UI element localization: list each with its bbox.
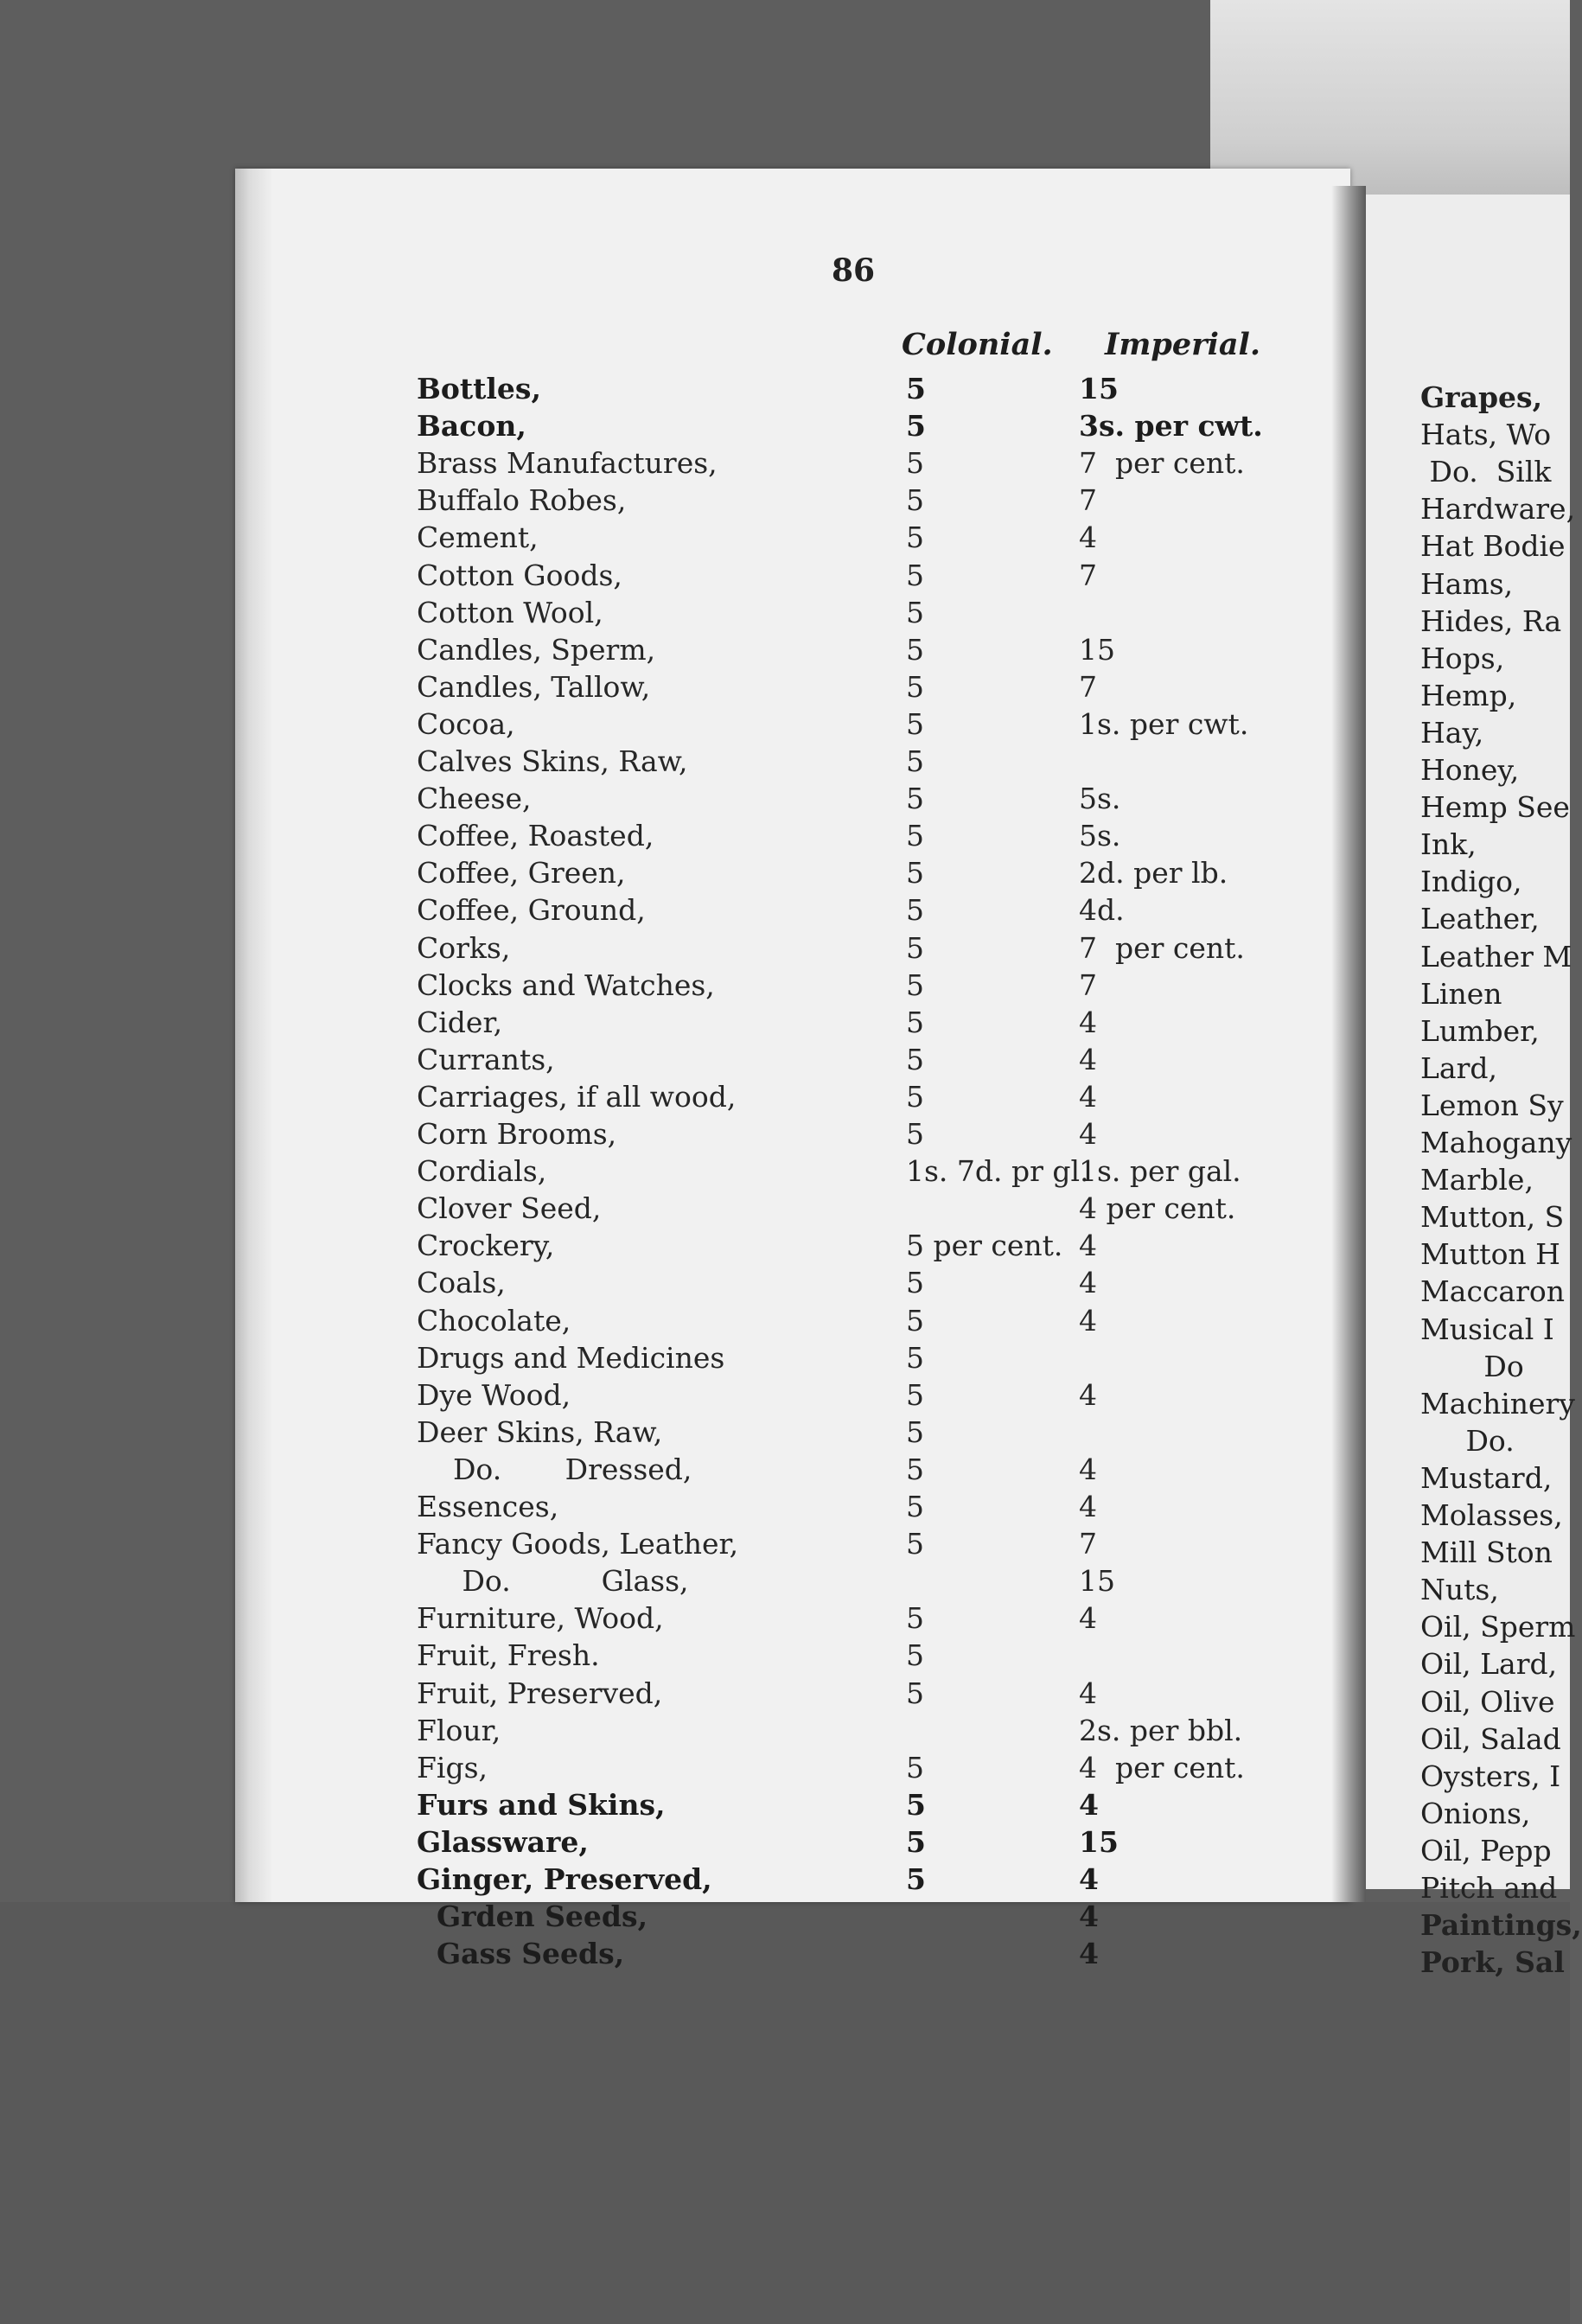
colonial-rate: 5 bbox=[906, 1340, 924, 1375]
right-page-line: Pork, Sal bbox=[1420, 1945, 1565, 1980]
right-page-line: Indigo, bbox=[1420, 865, 1522, 899]
right-page-line: Hops, bbox=[1420, 641, 1505, 675]
right-page-line: Mutton, S bbox=[1420, 1200, 1565, 1235]
imperial-rate: 5s. bbox=[1079, 819, 1121, 853]
colonial-rate: 5 bbox=[906, 446, 924, 481]
right-page-line: Lard, bbox=[1420, 1050, 1497, 1085]
imperial-rate: 4 bbox=[1079, 1937, 1099, 1971]
imperial-header: Imperial. bbox=[1105, 327, 1261, 362]
item-name: Cotton Wool, bbox=[417, 595, 603, 629]
item-name: Fruit, Fresh. bbox=[417, 1638, 600, 1673]
right-page-line: Oil, Pepp bbox=[1420, 1833, 1552, 1868]
colonial-rate: 5 bbox=[906, 1079, 924, 1114]
colonial-rate: 5 bbox=[906, 1750, 924, 1784]
right-page-line: Oil, Salad bbox=[1420, 1721, 1561, 1756]
table-row bbox=[0, 668, 1331, 706]
imperial-rate: 15 bbox=[1079, 1824, 1119, 1859]
table-row bbox=[0, 1525, 1331, 1562]
table-row bbox=[0, 407, 1331, 444]
colonial-rate: 5 bbox=[906, 1862, 926, 1896]
imperial-rate: 4 bbox=[1079, 1117, 1097, 1151]
imperial-rate: 4 per cent. bbox=[1079, 1750, 1245, 1784]
colonial-rate: 5 bbox=[906, 930, 924, 965]
table-row bbox=[0, 780, 1331, 817]
colonial-rate: 5 bbox=[906, 632, 924, 667]
colonial-rate: 5 bbox=[906, 967, 924, 1002]
imperial-rate: 4 bbox=[1079, 1862, 1099, 1896]
right-page-line: Hardware, bbox=[1420, 492, 1576, 527]
table-row bbox=[0, 519, 1331, 556]
item-name: Cocoa, bbox=[417, 706, 515, 741]
item-name: Coffee, Ground, bbox=[417, 893, 646, 928]
colonial-rate: 5 bbox=[906, 1787, 926, 1822]
right-page-line: Onions, bbox=[1420, 1796, 1531, 1830]
item-name: Bacon, bbox=[417, 409, 526, 444]
item-name: Coffee, Roasted, bbox=[417, 819, 654, 853]
item-name: Cheese, bbox=[417, 782, 532, 816]
right-page-line: Paintings, bbox=[1420, 1908, 1582, 1943]
table-row bbox=[0, 817, 1331, 854]
item-name: Clocks and Watches, bbox=[417, 967, 715, 1002]
table-row bbox=[0, 1078, 1331, 1115]
right-page-line: Machinery bbox=[1420, 1386, 1575, 1421]
imperial-rate: 2s. per bbl. bbox=[1079, 1713, 1243, 1747]
table-row bbox=[0, 1562, 1331, 1599]
item-name: Bottles, bbox=[417, 372, 541, 405]
item-name: Coals, bbox=[417, 1266, 506, 1300]
imperial-rate: 4 bbox=[1079, 1079, 1097, 1114]
colonial-header: Colonial. bbox=[902, 327, 1053, 362]
colonial-rate: 5 bbox=[906, 819, 924, 853]
item-name: Grden Seeds, bbox=[417, 1899, 648, 1934]
right-page-line: Do. bbox=[1420, 1423, 1515, 1458]
colonial-rate: 5 bbox=[906, 706, 924, 741]
right-page-line: Mahogany bbox=[1420, 1126, 1572, 1159]
imperial-rate: 4 bbox=[1079, 1899, 1099, 1934]
right-page-line: Hides, Ra bbox=[1420, 603, 1562, 638]
item-name: Corn Brooms, bbox=[417, 1117, 617, 1151]
item-name: Cider, bbox=[417, 1005, 503, 1039]
table-row bbox=[0, 1823, 1331, 1861]
item-name: Fancy Goods, Leather, bbox=[417, 1527, 739, 1561]
imperial-rate: 4 bbox=[1079, 520, 1097, 555]
right-page-line: Lumber, bbox=[1420, 1013, 1540, 1048]
imperial-rate: 5s. bbox=[1079, 782, 1121, 816]
table-row bbox=[0, 557, 1331, 594]
right-page-line: Do bbox=[1420, 1349, 1524, 1383]
item-name: Carriages, if all wood, bbox=[417, 1079, 737, 1114]
colonial-rate: 5 bbox=[906, 669, 924, 704]
colonial-rate: 5 bbox=[906, 1414, 924, 1449]
item-name: Brass Manufactures, bbox=[417, 446, 718, 481]
item-name: Cotton Goods, bbox=[417, 558, 622, 592]
colonial-rate: 5 bbox=[906, 520, 924, 555]
colonial-rate: 5 bbox=[906, 1490, 924, 1523]
item-name: Gass Seeds, bbox=[417, 1937, 625, 1971]
right-page-line: Hats, Wo bbox=[1420, 418, 1552, 452]
right-page-line: Grapes, bbox=[1420, 380, 1543, 414]
table-row bbox=[0, 1637, 1331, 1674]
table-row bbox=[0, 1190, 1331, 1227]
imperial-rate: 15 bbox=[1079, 372, 1119, 405]
item-name: Crockery, bbox=[417, 1229, 555, 1263]
right-page-line: Leather M bbox=[1420, 939, 1572, 974]
table-row bbox=[0, 1152, 1331, 1190]
item-name: Do. Glass, bbox=[417, 1564, 689, 1599]
imperial-rate: 4 bbox=[1079, 1676, 1097, 1710]
right-page-text bbox=[1353, 195, 1582, 1980]
table-row bbox=[0, 1227, 1331, 1264]
colonial-rate: 5 bbox=[906, 1601, 924, 1636]
right-page-line: Oil, Sperm bbox=[1420, 1610, 1576, 1644]
item-name: Furniture, Wood, bbox=[417, 1601, 664, 1636]
table-row bbox=[0, 1376, 1331, 1414]
colonial-rate: 5 bbox=[906, 1377, 924, 1412]
table-row bbox=[0, 1414, 1331, 1451]
imperial-rate: 4 bbox=[1079, 1452, 1097, 1486]
table-row bbox=[0, 1935, 1331, 1972]
table-row bbox=[0, 743, 1331, 780]
imperial-rate: 4d. bbox=[1079, 893, 1125, 928]
imperial-rate: 7 bbox=[1079, 558, 1097, 592]
table-row bbox=[0, 967, 1331, 1004]
item-name: Chocolate, bbox=[417, 1303, 571, 1338]
item-name: Figs, bbox=[417, 1750, 488, 1784]
right-page-line: Hemp, bbox=[1420, 678, 1517, 712]
table-row bbox=[0, 891, 1331, 929]
colonial-rate: 5 bbox=[906, 1676, 924, 1710]
item-name: Candles, Tallow, bbox=[417, 669, 651, 704]
table-row bbox=[0, 1004, 1331, 1041]
colonial-rate: 5 bbox=[906, 1638, 924, 1673]
item-name: Cordials, bbox=[417, 1154, 547, 1189]
table-row bbox=[0, 1451, 1331, 1488]
imperial-rate: 4 bbox=[1079, 1601, 1097, 1636]
colonial-rate: 5 bbox=[906, 1303, 924, 1338]
colonial-rate: 5 bbox=[906, 1527, 924, 1561]
item-name: Candles, Sperm, bbox=[417, 632, 656, 667]
imperial-rate: 4 bbox=[1079, 1229, 1097, 1263]
table-row bbox=[0, 1264, 1331, 1301]
item-name: Fruit, Preserved, bbox=[417, 1676, 663, 1710]
colonial-rate: 1s. 7d. pr gl. bbox=[906, 1154, 1089, 1189]
imperial-rate: 7 per cent. bbox=[1079, 930, 1245, 965]
imperial-rate: 4 bbox=[1079, 1787, 1099, 1822]
colonial-rate: 5 per cent. bbox=[906, 1229, 1063, 1263]
right-page-line: Hemp See bbox=[1420, 790, 1570, 825]
right-page-line: Mill Ston bbox=[1420, 1536, 1553, 1570]
table-row bbox=[0, 854, 1331, 891]
right-page-line: Oil, Lard, bbox=[1420, 1647, 1558, 1682]
right-page-line: Musical I bbox=[1420, 1312, 1554, 1346]
right-page-line: Leather, bbox=[1420, 902, 1540, 936]
item-name: Corks, bbox=[417, 930, 511, 965]
item-name: Ginger, Preserved, bbox=[417, 1862, 712, 1896]
right-page-line: Honey, bbox=[1420, 753, 1520, 787]
item-name: Coffee, Green, bbox=[417, 856, 626, 891]
right-page-line: Oysters, I bbox=[1420, 1759, 1561, 1793]
table-row bbox=[0, 631, 1331, 668]
item-name: Cement, bbox=[417, 520, 539, 555]
imperial-rate: 7 bbox=[1079, 669, 1097, 704]
imperial-rate: 4 bbox=[1079, 1005, 1097, 1039]
colonial-rate: 5 bbox=[906, 744, 924, 778]
colonial-rate: 5 bbox=[906, 1042, 924, 1076]
colonial-rate: 5 bbox=[906, 409, 926, 444]
table-row bbox=[0, 1339, 1331, 1376]
right-page-line: Molasses, bbox=[1420, 1498, 1563, 1532]
table-row bbox=[0, 929, 1331, 967]
table-row bbox=[0, 1488, 1331, 1525]
right-page-line: Mustard, bbox=[1420, 1460, 1553, 1495]
imperial-rate: 4 bbox=[1079, 1042, 1097, 1076]
right-page-line: Mutton H bbox=[1420, 1237, 1560, 1272]
imperial-rate: 7 per cent. bbox=[1079, 446, 1245, 481]
right-page-line: Lemon Sy bbox=[1420, 1088, 1564, 1122]
item-name: Buffalo Robes, bbox=[417, 483, 627, 518]
colonial-rate: 5 bbox=[906, 893, 924, 928]
right-page-line: Linen bbox=[1420, 976, 1502, 1011]
table-row bbox=[0, 1041, 1331, 1078]
table-row bbox=[0, 594, 1331, 631]
table-row bbox=[0, 1786, 1331, 1823]
right-page-line: Nuts, bbox=[1420, 1573, 1499, 1607]
imperial-rate: 4 per cent. bbox=[1079, 1191, 1236, 1226]
colonial-rate: 5 bbox=[906, 1005, 924, 1039]
table-row bbox=[0, 1712, 1331, 1749]
page-number: 86 bbox=[832, 252, 876, 289]
table-row bbox=[0, 1861, 1331, 1898]
item-name: Dye Wood, bbox=[417, 1377, 571, 1412]
imperial-rate: 7 bbox=[1079, 483, 1097, 518]
colonial-rate: 5 bbox=[906, 1452, 924, 1486]
right-page-line: Pitch and bbox=[1420, 1871, 1558, 1905]
table-row bbox=[0, 1749, 1331, 1786]
imperial-rate: 4 bbox=[1079, 1303, 1097, 1338]
imperial-rate: 1s. per gal. bbox=[1079, 1154, 1241, 1189]
item-name: Furs and Skins, bbox=[417, 1787, 666, 1822]
table-row bbox=[0, 444, 1331, 482]
imperial-rate: 4 bbox=[1079, 1266, 1097, 1300]
item-name: Essences, bbox=[417, 1490, 559, 1523]
item-name: Calves Skins, Raw, bbox=[417, 744, 688, 778]
imperial-rate: 4 bbox=[1079, 1490, 1097, 1523]
right-page-line: Hat Bodie bbox=[1420, 529, 1566, 564]
colonial-rate: 5 bbox=[906, 558, 924, 592]
right-page-line: Do. Silk bbox=[1420, 455, 1552, 489]
item-name: Flour, bbox=[417, 1713, 501, 1747]
table-row bbox=[0, 706, 1331, 743]
table-row bbox=[0, 370, 1331, 407]
imperial-rate: 4 bbox=[1079, 1377, 1097, 1412]
item-name: Clover Seed, bbox=[417, 1191, 602, 1226]
imperial-rate: 15 bbox=[1079, 1564, 1115, 1599]
imperial-rate: 2d. per lb. bbox=[1079, 856, 1228, 891]
right-page-line: Ink, bbox=[1420, 827, 1477, 862]
imperial-rate: 15 bbox=[1079, 632, 1115, 667]
colonial-rate: 5 bbox=[906, 1117, 924, 1151]
item-name: Glassware, bbox=[417, 1824, 589, 1859]
table-row bbox=[0, 1599, 1331, 1637]
colonial-rate: 5 bbox=[906, 856, 924, 891]
table-row bbox=[0, 1302, 1331, 1339]
colonial-rate: 5 bbox=[906, 1266, 924, 1300]
right-page-line: Oil, Olive bbox=[1420, 1684, 1555, 1719]
colonial-rate: 5 bbox=[906, 372, 926, 405]
item-name: Drugs and Medicines bbox=[417, 1340, 725, 1375]
table-row bbox=[0, 482, 1331, 519]
table-row bbox=[0, 1115, 1331, 1152]
imperial-rate: 3s. per cwt. bbox=[1079, 409, 1263, 444]
table-row bbox=[0, 1898, 1331, 1935]
imperial-rate: 7 bbox=[1079, 1527, 1097, 1561]
colonial-rate: 5 bbox=[906, 595, 924, 629]
item-name: Do. Dressed, bbox=[417, 1452, 692, 1486]
colonial-rate: 5 bbox=[906, 483, 924, 518]
right-page-line: Hams, bbox=[1420, 566, 1514, 601]
right-page-line: Marble, bbox=[1420, 1163, 1534, 1197]
table-row bbox=[0, 1675, 1331, 1712]
colonial-rate: 5 bbox=[906, 1824, 926, 1859]
item-name: Deer Skins, Raw, bbox=[417, 1414, 663, 1449]
colonial-rate: 5 bbox=[906, 782, 924, 816]
item-name: Currants, bbox=[417, 1042, 555, 1076]
imperial-rate: 1s. per cwt. bbox=[1079, 706, 1249, 741]
right-page-line: Maccaron bbox=[1420, 1274, 1565, 1309]
right-page-line: Hay, bbox=[1420, 715, 1484, 750]
imperial-rate: 7 bbox=[1079, 967, 1097, 1002]
